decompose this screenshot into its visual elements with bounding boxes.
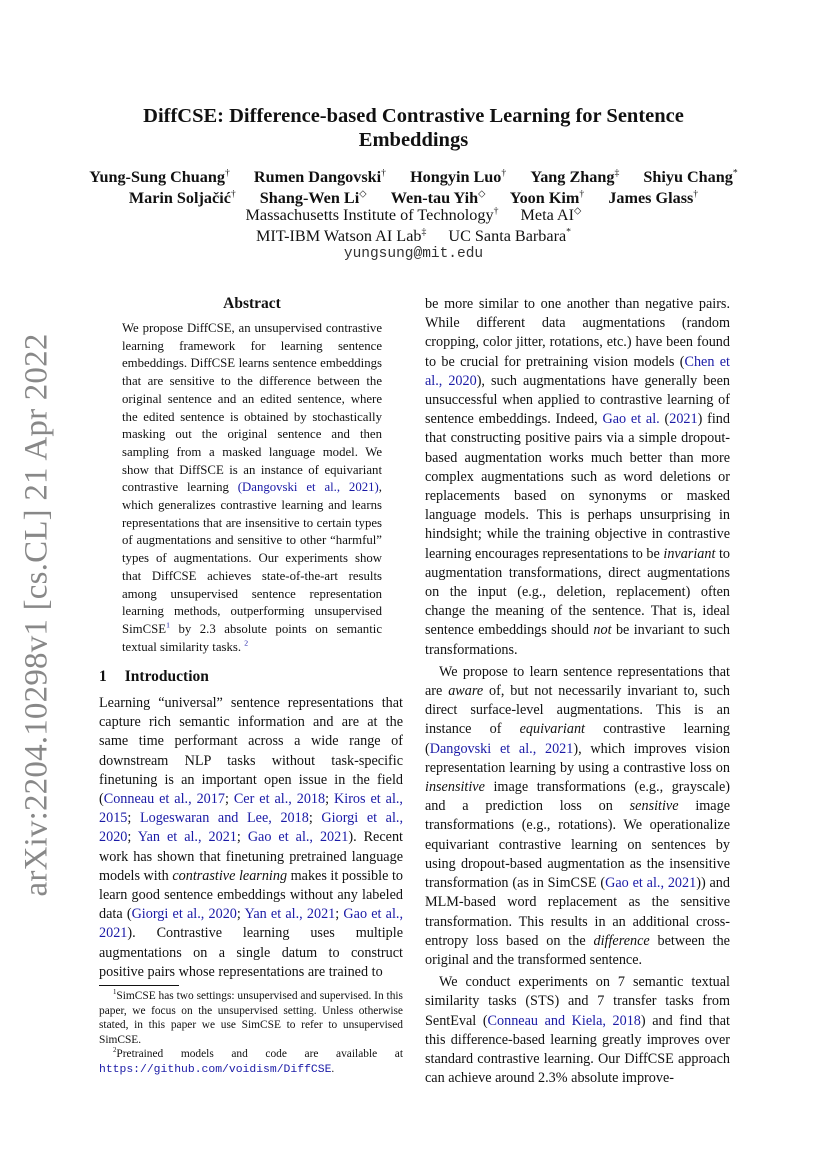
footnotes xyxy=(99,989,403,1078)
affiliation: Meta AI◇ xyxy=(520,205,582,224)
affiliations xyxy=(100,205,727,247)
footnote-divider xyxy=(99,985,179,986)
citation-link[interactable]: (Dangovski et al., 2021) xyxy=(237,480,379,495)
author: Yang Zhang‡ xyxy=(530,167,620,186)
author: Hongyin Luo† xyxy=(410,167,507,186)
arxiv-id: arXiv:2204.10298v1 [cs.CL] 21 Apr 2022 xyxy=(18,333,55,897)
citation-link[interactable]: Giorgi et al., 2020 xyxy=(131,906,237,923)
author: Shang-Wen Li◇ xyxy=(259,188,367,207)
citation-link[interactable]: Yan et al., 2021 xyxy=(244,906,336,923)
affiliation: UC Santa Barbara* xyxy=(448,226,572,245)
author: Yoon Kim† xyxy=(509,188,585,207)
code-url-link[interactable]: https://github.com/voidism/DiffCSE xyxy=(99,1063,332,1076)
author-line-1 xyxy=(60,167,767,188)
affiliation-line-2 xyxy=(100,226,727,247)
affiliation: Massachusetts Institute of Technology† xyxy=(245,205,499,224)
author: Yung-Sung Chuang† xyxy=(89,167,230,186)
contact-email[interactable]: yungsung@mit.edu xyxy=(343,246,484,262)
arxiv-sidebar-stamp xyxy=(14,333,60,897)
author: James Glass† xyxy=(608,188,699,207)
abstract-body: We propose DiffCSE, an unsupervised contrastive learning framework for learning sentence embeddings. DiffCSE learns sentence embeddings that are sensitive to the difference between the original sentence and an edited sentence, where the edited sentence is obtained by stochastically masking out the original sentence and then sampling from a masked language model. We show that DiffSCE is an instance of equivariant contrastive learning (Dangovski et al., 2021), which generalizes contrastive learning and learns representations that are insensitive to certain types of augmentations and sensitive to other “harmful” types of augmentations. Our experiments show that DiffCSE achieves state-of-the-art results among unsupervised sentence representation learning methods, outperforming unsupervised SimCSE$^1$ by 2.3 absolute points on semantic textual similarity tasks. $^2$ xyxy=(122,321,382,654)
citation-link[interactable]: Gao et al. xyxy=(602,411,660,428)
footnote-ref[interactable]: 2 xyxy=(244,638,249,648)
paragraph: be more similar to one another than negative pairs. While different data augmentations (random cropping, color jitter, rotations, etc.) have been found to be crucial for pretraining vision models (Chen et al., 2020), such augmentations have generally been unsuccessful when applied to contrastive learning of sentence embeddings. Indeed, Gao et al. (2021) find that constructing positive pairs via a simple dropout-based augmentation works much better than more complex augmentations such as word deletions or replacements based on synonyms or masked language models. This is perhaps unsurprising in hindsight; while the training objective in contrastive learning encourages representations to be invariant to augmentation transformations, direct augmentations on the input (e.g., deletion, replacement) often change the meaning of the sentence. That is, ideal sentence embeddings should not be invariant to such transformations. xyxy=(425,296,730,658)
citation-link[interactable]: Logeswaran and Lee, 2018 xyxy=(139,810,309,827)
citation-link[interactable]: Gao et al., 2021 xyxy=(605,875,697,892)
citation-link[interactable]: Dangovski et al., 2021 xyxy=(429,740,574,757)
author-list xyxy=(60,167,767,209)
citation-link[interactable]: Gao et al., 2021 xyxy=(247,829,349,846)
affiliation-line-1 xyxy=(100,205,727,226)
citation-link[interactable]: Conneau et al., 2017 xyxy=(103,791,225,808)
footnote-2: $^2$Pretrained models and code are available at https://github.com/voidism/DiffCSE. xyxy=(99,1047,403,1076)
citation-link[interactable]: Giorgi et al., 2020 xyxy=(99,810,404,846)
abstract-heading: Abstract xyxy=(223,295,281,312)
author: Marin Soljačić† xyxy=(128,188,236,207)
section-heading-introduction: 1 Introduction xyxy=(99,668,209,685)
affiliation: MIT-IBM Watson AI Lab‡ xyxy=(255,226,427,245)
author: Wen-tau Yih◇ xyxy=(390,188,486,207)
intro-right-column xyxy=(425,295,730,1088)
footnote-1: $^1$SimCSE has two settings: unsupervised and supervised. In this paper, we focus on the unsupervised setting. Unless otherwise stated, in this paper we use SimCSE to refer to unsupervised SimCSE. xyxy=(99,989,403,1046)
paragraph: We propose to learn sentence representations that are aware of, but not necessarily invariant to, such direct surface-level augmentations. This is an instance of equivariant contrastive learning (Dangovski et al., 2021), which improves vision representation learning by using a contrastive loss on insensitive image transformations (e.g., grayscale) and a prediction loss on sensitive image transformations (e.g., rotations). We operationalize equivariant contrastive learning on sentences by using dropout-based augmentation as the insensitive transformation (as in SimCSE (Gao et al., 2021)) and MLM-based word replacement as the sensitive transformation. This results in an additional cross-entropy loss based on the difference between the original and the transformed sentence. xyxy=(425,663,730,968)
paper-title: DiffCSE: Difference-based Contrastive Learning for Sentence Embeddings xyxy=(143,105,684,151)
intro-left-column xyxy=(99,694,403,982)
paragraph: We conduct experiments on 7 semantic textual similarity tasks (STS) and 7 transfer tasks from SentEval (Conneau and Kiela, 2018) and find that this difference-based learning greatly improves over standard contrastive learning. Our DiffCSE approach can achieve around 2.3% absolute improve- xyxy=(425,974,731,1087)
citation-link[interactable]: Conneau and Kiela, 2018 xyxy=(487,1012,641,1029)
citation-link[interactable]: Cer et al., 2018 xyxy=(233,791,326,808)
author: Shiyu Chang* xyxy=(643,167,738,186)
citation-link[interactable]: 2021 xyxy=(669,411,698,428)
citation-link[interactable]: Kiros et al., 2015 xyxy=(99,791,403,827)
paragraph: Learning “universal” sentence representations that capture rich semantic information and are at the same time performant across a wide range of downstream NLP tasks without task-specific finetuning is an important open issue in the field (Conneau et al., 2017; Cer et al., 2018; Kiros et al., 2015; Logeswaran and Lee, 2018; Giorgi et al., 2020; Yan et al., 2021; Gao et al., 2021). Recent work has shown that finetuning pretrained language models with contrastive learning makes it possible to learn good sentence embeddings without any labeled data (Giorgi et al., 2020; Yan et al., 2021; Gao et al., 2021). Contrastive learning uses multiple augmentations on a single datum to construct positive pairs whose representations are trained to xyxy=(99,695,404,980)
footnote-ref[interactable]: 1 xyxy=(166,620,170,630)
author: Rumen Dangovski† xyxy=(253,167,387,186)
citation-link[interactable]: Gao et al., 2021 xyxy=(99,906,404,942)
citation-link[interactable]: Chen et al., 2020 xyxy=(425,353,730,389)
citation-link[interactable]: Yan et al., 2021 xyxy=(137,829,237,846)
